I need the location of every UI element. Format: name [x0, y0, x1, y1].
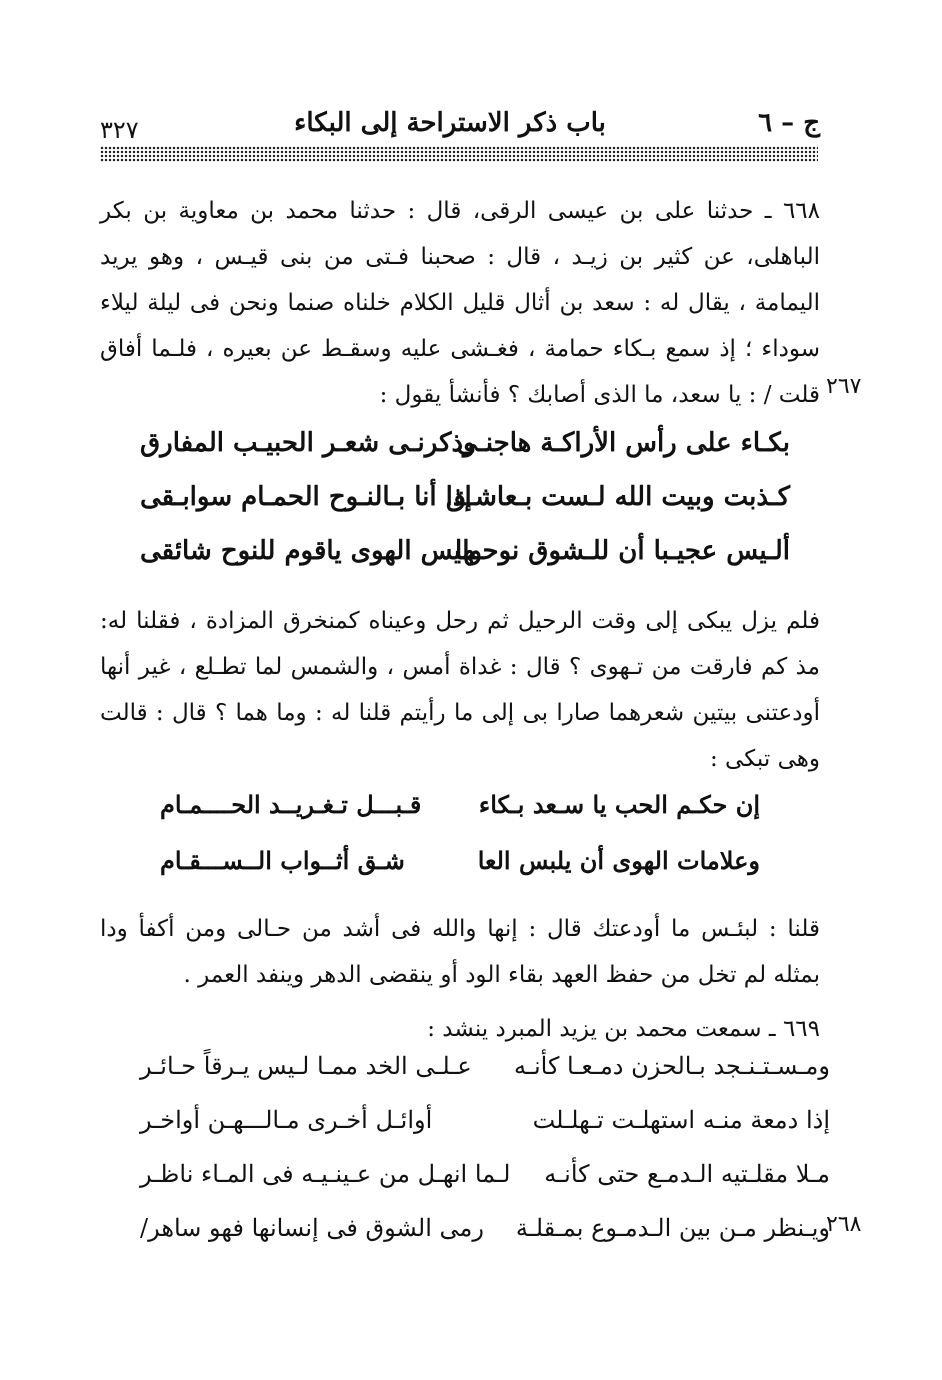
- verse-first-hemistich: مـلا مقلـتيه الـدمـع حتى كأنـه: [544, 1160, 830, 1188]
- text-line: وهى تبكى :: [710, 746, 820, 772]
- text-line: الباهلى، عن كثير بن زيـد ، قال : صحبنا فـتى من بنى قيـس ، وهو يريد: [100, 244, 820, 270]
- poem-verse: [160, 846, 760, 886]
- poem-verse: [140, 482, 790, 522]
- text-line: فلم يزل يبكى إلى وقت الرحيل ثم رحل وعيناه كمنخرق المزادة ، فقلنا له:: [100, 608, 820, 634]
- volume-number: ج – ٦: [758, 108, 820, 138]
- verse-first-hemistich: إذا دمعة منـه استهلـت تـهلـلت: [532, 1106, 830, 1134]
- poem-mubarrad: [140, 1052, 830, 1268]
- page-header: [100, 108, 820, 148]
- paragraph-reply: [100, 906, 820, 998]
- poem-verse: [140, 1160, 830, 1214]
- chapter-title: باب ذكر الاستراحة إلى البكاء: [294, 108, 606, 138]
- poem-verse: [140, 1052, 830, 1106]
- paragraph-669: [100, 1006, 820, 1052]
- text-line: مذ كم فارقت من تـهوى ؟ قال : غداة أمس ، والشمس لما تطـلع ، غير أنها: [100, 654, 820, 680]
- verse-second-hemistich: وليس الهوى ياقوم للنوح شائقى: [140, 536, 483, 566]
- verse-first-hemistich: وعلامات الهوى أن يلبس العا: [477, 846, 760, 875]
- poem-verse: [140, 428, 790, 468]
- paragraph-668: [100, 188, 820, 418]
- poem-verse: [140, 1106, 830, 1160]
- poem-verse: [160, 790, 760, 830]
- verse-second-hemistich: شـق أثــواب الــســـقـام: [160, 846, 405, 875]
- verse-first-hemistich: كـذبت وبيت الله لـست بـعاشـق: [445, 482, 790, 512]
- margin-page-reference: ٢٦٨: [826, 1212, 862, 1237]
- verse-first-hemistich: ألـيس عجيـبا أن للـشوق نوحـها: [454, 536, 790, 566]
- header-divider: [100, 146, 818, 162]
- text-line: قلنا : لبئـس ما أودعتك قال : إنها والله فى أشد من حـالى ومن أكفأ ودا: [100, 916, 820, 942]
- poem-verse: [140, 536, 790, 576]
- verse-first-hemistich: بكـاء على رأس الأراكـة هاجنـى: [456, 428, 790, 458]
- verse-second-hemistich: عـلـى الخد ممـا لـيس يـرقاً حـائـر: [140, 1052, 472, 1080]
- text-line: أودعتنى بيتين شعرهما صارا بى إلى ما رأيتم قلنا له : وما هما ؟ قال : قالت: [100, 700, 820, 726]
- paragraph-story: [100, 598, 820, 782]
- verse-second-hemistich: إذا أنا بـالنـوح الحمـام سوابـقى: [140, 482, 472, 512]
- text-line: اليمامة ، يقال له : سعد بن أثال قليل الكلام خلناه صنما ونحن فى ليلة ليلاء: [100, 290, 820, 316]
- page-number: ٣٢٧: [100, 116, 139, 144]
- verse-second-hemistich: لـما انهـل من عـينـيـه فى المـاء ناظـر: [140, 1160, 511, 1188]
- margin-page-reference: ٢٦٧: [826, 374, 862, 399]
- text-line: قلت / : يا سعد، ما الذى أصابك ؟ فأنشأ يقول :: [379, 382, 820, 408]
- verse-second-hemistich: أوائـل أخـرى مـالـــهـن أواخـر: [140, 1106, 433, 1134]
- verse-first-hemistich: إن حكـم الحب يا سـعد بـكاء: [478, 790, 760, 819]
- verse-second-hemistich: قـبـــل تـغـريــد الحــــمـام: [160, 790, 422, 819]
- text-line: بمثله لم تخل من حفظ العهد بقاء الود أو ينقضى الدهر وينفد العمر .: [183, 962, 820, 988]
- text-line: ٦٦٩ ـ سمعت محمد بن يزيد المبرد ينشد :: [427, 1016, 820, 1042]
- verse-first-hemistich: ويـنظر مـن بين الـدمـوع بمـقلـة: [515, 1214, 830, 1242]
- verse-first-hemistich: ومـسـتـنـجد بـالحزن دمـعـا كأنـه: [514, 1052, 830, 1080]
- verse-second-hemistich: وذكرنـى شعـر الحبيـب المفارق: [140, 428, 476, 458]
- verse-second-hemistich: رمى الشوق فى إنسانها فهو ساهر/: [140, 1214, 484, 1242]
- text-line: ٦٦٨ ـ حدثنا على بن عيسى الرقى، قال : حدثنا محمد بن معاوية بن بكر: [100, 198, 820, 224]
- poem-verse: [140, 1214, 830, 1268]
- text-line: سوداء ؛ إذ سمع بـكاء حمامة ، فغـشى عليه وسقـط عن بعيره ، فلـما أفاق: [100, 336, 820, 362]
